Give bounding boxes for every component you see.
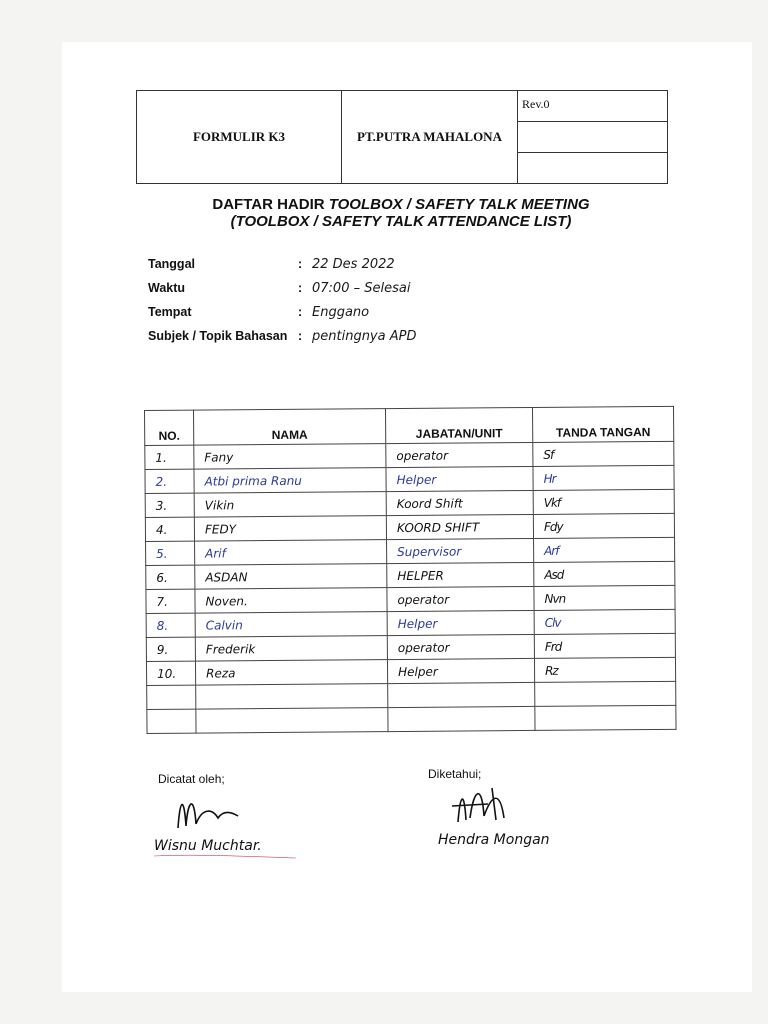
row-position: Helper — [387, 658, 534, 683]
row-signature: Arf — [534, 537, 675, 562]
table-header-row — [145, 406, 674, 445]
info-tempat: Tempat : Enggano — [148, 304, 370, 320]
header-no: NO. — [145, 410, 194, 445]
acknowledged-signature — [448, 778, 518, 828]
row-position — [388, 706, 535, 731]
row-signature: Frd — [534, 633, 675, 658]
row-name: FEDY — [194, 516, 386, 542]
revision-cell — [518, 91, 667, 183]
revision-blank-1 — [518, 122, 667, 153]
row-name: Atbi prima Ranu — [194, 468, 386, 494]
row-number: 4. — [145, 517, 194, 541]
header-jabatan: JABATAN/UNIT — [385, 407, 532, 443]
row-number: 8. — [146, 613, 195, 637]
document-title: DAFTAR HADIR TOOLBOX / SAFETY TALK MEETING — [212, 196, 590, 213]
row-position: HELPER — [387, 562, 534, 587]
row-name: Arif — [195, 540, 387, 566]
recorded-by-underline — [150, 826, 300, 866]
company-name: PT.PUTRA MAHALONA — [342, 91, 518, 183]
document-subtitle: (TOOLBOX / SAFETY TALK ATTENDANCE LIST) — [230, 213, 572, 230]
row-signature: Vkf — [533, 489, 674, 514]
recorded-by-label: Dicatat oleh; — [158, 772, 225, 786]
revision-label: Rev.0 — [518, 91, 667, 122]
row-number — [147, 709, 196, 733]
info-waktu: Waktu : 07:00 – Selesai — [148, 280, 411, 296]
row-number: 7. — [146, 589, 195, 613]
row-name — [196, 708, 388, 734]
header-tanda-tangan: TANDA TANGAN — [532, 406, 673, 442]
row-number — [147, 685, 196, 709]
row-position: KOORD SHIFT — [386, 514, 533, 539]
info-tanggal: Tanggal : 22 Des 2022 — [148, 256, 395, 272]
row-number: 3. — [145, 493, 194, 517]
row-name: Fany — [194, 444, 386, 470]
row-position: Helper — [386, 466, 533, 491]
row-name: Frederik — [195, 636, 387, 662]
header-nama: NAMA — [194, 409, 386, 446]
attendance-table — [144, 406, 677, 734]
row-name — [196, 684, 388, 710]
row-number: 9. — [146, 637, 195, 661]
form-title: FORMULIR K3 — [137, 91, 342, 183]
row-position: operator — [387, 586, 534, 611]
form-header — [136, 90, 668, 184]
row-position: operator — [387, 634, 534, 659]
row-name: Reza — [195, 660, 387, 686]
info-topik: Subjek / Topik Bahasan : pentingnya APD — [148, 328, 417, 344]
recorded-by-name: Wisnu Muchtar. — [154, 838, 262, 854]
row-position — [388, 682, 535, 707]
row-number: 6. — [146, 565, 195, 589]
row-signature: Rz — [534, 657, 675, 682]
row-signature: Fdy — [533, 513, 674, 538]
row-name: Noven. — [195, 588, 387, 614]
row-name: Vikin — [194, 492, 386, 518]
revision-blank-2 — [518, 153, 667, 183]
row-signature: Nvn — [534, 585, 675, 610]
row-number: 2. — [145, 469, 194, 493]
row-position: Koord Shift — [386, 490, 533, 515]
meeting-info — [148, 252, 648, 348]
row-number: 10. — [146, 661, 195, 685]
row-number: 1. — [145, 445, 194, 469]
row-signature — [535, 705, 676, 730]
row-signature: Asd — [534, 561, 675, 586]
table-row — [147, 705, 676, 733]
row-name: Calvin — [195, 612, 387, 638]
row-signature: Hr — [533, 465, 674, 490]
row-position: Supervisor — [387, 538, 534, 563]
acknowledged-name: Hendra Mongan — [438, 832, 550, 848]
row-signature — [535, 681, 676, 706]
row-signature: Sf — [533, 441, 674, 466]
acknowledged-label: Diketahui; — [428, 767, 482, 781]
row-signature: Clv — [534, 609, 675, 634]
row-name: ASDAN — [195, 564, 387, 590]
row-number: 5. — [146, 541, 195, 565]
row-position: Helper — [387, 610, 534, 635]
row-position: operator — [386, 442, 533, 467]
